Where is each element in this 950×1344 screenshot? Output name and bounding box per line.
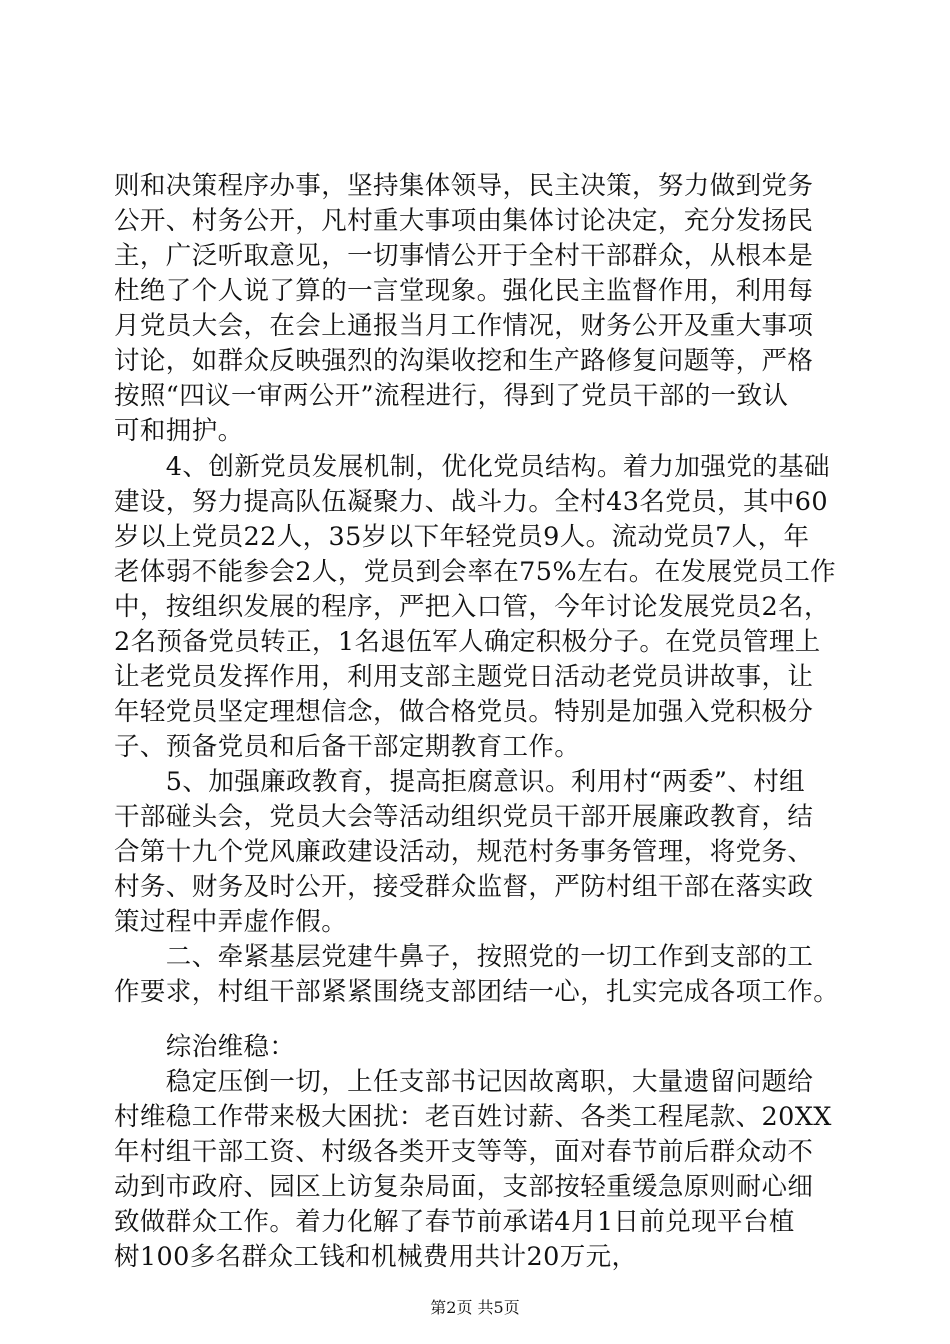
paragraph-line: 稳定压倒一切，上任支部书记因故离职，大量遗留问题给 bbox=[114, 1067, 814, 1097]
paragraph-line: 按照“四议一审两公开”流程进行，得到了党员干部的一致认 bbox=[114, 381, 789, 411]
paragraph-line: 动到市政府、园区上访复杂局面，支部按轻重缓急原则耐心细 bbox=[114, 1172, 814, 1202]
paragraph-line: 月党员大会，在会上通报当月工作情况，财务公开及重大事项 bbox=[114, 311, 814, 341]
paragraph-line: 杜绝了个人说了算的一言堂现象。强化民主监督作用，利用每 bbox=[114, 276, 814, 306]
paragraph-line: 村维稳工作带来极大困扰：老百姓讨薪、各类工程尾款、20XX bbox=[114, 1102, 832, 1132]
paragraph-line: 5、加强廉政教育，提高拒腐意识。利用村“两委”、村组 bbox=[114, 767, 805, 797]
paragraph-line: 中，按组织发展的程序，严把入口管，今年讨论发展党员2名， bbox=[114, 592, 830, 622]
paragraph-line: 二、牵紧基层党建牛鼻子，按照党的一切工作到支部的工 bbox=[114, 942, 814, 972]
paragraph-line: 致做群众工作。着力化解了春节前承诺4月1日前兑现平台植 bbox=[114, 1207, 795, 1237]
paragraph-line: 2名预备党员转正，1名退伍军人确定积极分子。在党员管理上 bbox=[114, 627, 821, 657]
paragraph-line: 4、创新党员发展机制，优化党员结构。着力加强党的基础 bbox=[114, 452, 830, 482]
paragraph-line: 讨论，如群众反映强烈的沟渠收挖和生产路修复问题等，严格 bbox=[114, 346, 814, 376]
paragraph-line: 则和决策程序办事，坚持集体领导，民主决策，努力做到党务 bbox=[114, 171, 814, 201]
paragraph-line: 干部碰头会，党员大会等活动组织党员干部开展廉政教育，结 bbox=[114, 802, 814, 832]
paragraph-line: 公开、村务公开，凡村重大事项由集体讨论决定，充分发扬民 bbox=[114, 206, 814, 236]
paragraph-line: 合第十九个党风廉政建设活动，规范村务事务管理，将党务、 bbox=[114, 837, 814, 867]
paragraph-line: 年村组干部工资、村级各类开支等等，面对春节前后群众动不 bbox=[114, 1137, 814, 1167]
paragraph-line: 可和拥护。 bbox=[114, 416, 244, 446]
paragraph-line: 建设，努力提高队伍凝聚力、战斗力。全村43名党员，其中60 bbox=[114, 487, 828, 517]
paragraph-line: 老体弱不能参会2人，党员到会率在75%左右。在发展党员工作 bbox=[114, 557, 837, 587]
paragraph-line: 树100多名群众工钱和机械费用共计20万元， bbox=[114, 1242, 638, 1272]
paragraph-line: 岁以上党员22人，35岁以下年轻党员9人。流动党员7人，年 bbox=[114, 522, 810, 552]
paragraph-line: 年轻党员坚定理想信念，做合格党员。特别是加强入党积极分 bbox=[114, 697, 814, 727]
paragraph-line: 村务、财务及时公开，接受群众监督，严防村组干部在落实政 bbox=[114, 872, 814, 902]
section-heading: 综治维稳： bbox=[114, 1032, 296, 1062]
paragraph-line: 主，广泛听取意见，一切事情公开于全村干部群众，从根本是 bbox=[114, 241, 814, 271]
paragraph-line: 子、预备党员和后备干部定期教育工作。 bbox=[114, 732, 581, 762]
paragraph-line: 让老党员发挥作用，利用支部主题党日活动老党员讲故事，让 bbox=[114, 662, 814, 692]
paragraph-line: 作要求，村组干部紧紧围绕支部团结一心，扎实完成各项工作。 bbox=[114, 977, 840, 1007]
paragraph-line: 策过程中弄虚作假。 bbox=[114, 907, 348, 937]
page-number-footer: 第2页 共5页 bbox=[430, 1298, 520, 1317]
